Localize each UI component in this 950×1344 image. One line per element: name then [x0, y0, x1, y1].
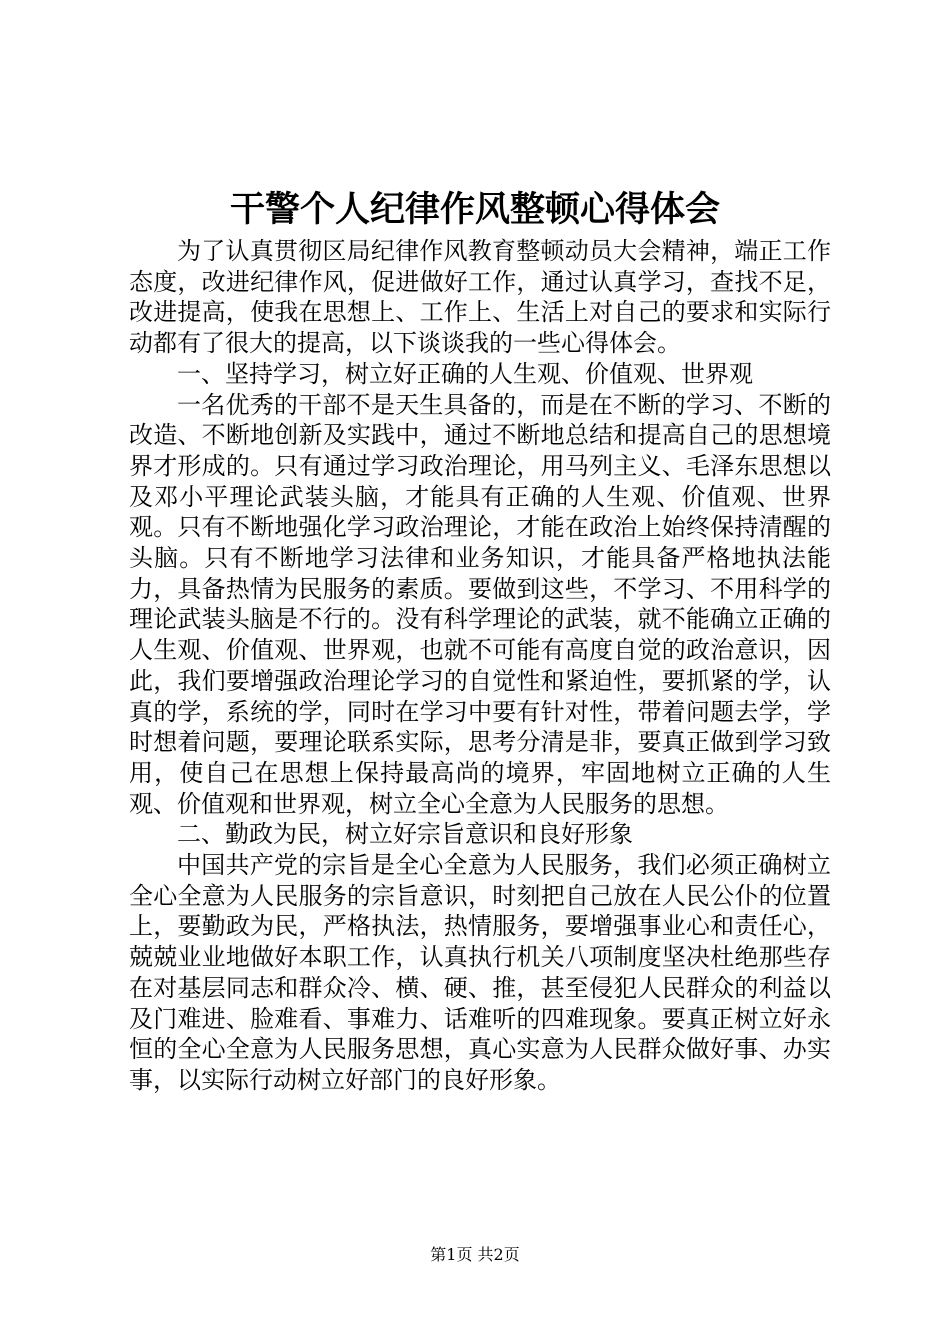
section-heading-1: 一、坚持学习，树立好正确的人生观、价值观、世界观 — [177, 359, 753, 388]
page-number-footer: 第1页 共2页 — [430, 1245, 520, 1264]
document-body — [129, 236, 831, 1096]
section-heading-2: 二、勤政为民，树立好宗旨意识和良好形象 — [177, 820, 633, 849]
paragraph-intro: 为了认真贯彻区局纪律作风教育整顿动员大会精神，端正工作态度，改进纪律作风，促进做好工作，通过认真学习，查找不足，改进提高，使我在思想上、工作上、生活上对自己的要求和实际行动都有了很大的提高，以下谈谈我的一些心得体会。 — [129, 237, 831, 358]
document-title: 干警个人纪律作风整顿心得体会 — [229, 189, 720, 230]
paragraph-section-1: 一名优秀的干部不是天生具备的，而是在不断的学习、不断的改造、不断地创新及实践中，通过不断地总结和提高自己的思想境界才形成的。只有通过学习政治理论，用马列主义、毛泽东思想以及邓小平理论武装头脑，才能具有正确的人生观、价值观、世界观。只有不断地强化学习政治理论，才能在政治上始终保持清醒的头脑。只有不断地学习法律和业务知识，才能具备严格地执法能力，具备热情为民服务的素质。要做到这些，不学习、不用科学的理论武装头脑是不行的。没有科学理论的武装，就不能确立正确的人生观、价值观、世界观，也就不可能有高度自觉的政治意识，因此，我们要增强政治理论学习的自觉性和紧迫性，要抓紧的学，认真的学，系统的学，同时在学习中要有针对性，带着问题去学，学时想着问题，要理论联系实际，思考分清是非，要真正做到学习致用，使自己在思想上保持最高尚的境界，牢固地树立正确的人生观、价值观和世界观，树立全心全意为人民服务的思想。 — [129, 390, 831, 818]
paragraph-section-2: 中国共产党的宗旨是全心全意为人民服务，我们必须正确树立全心全意为人民服务的宗旨意识，时刻把自己放在人民公仆的位置上，要勤政为民，严格执法，热情服务，要增强事业心和责任心，兢兢业业地做好本职工作，认真执行机关八项制度坚决杜绝那些存在对基层同志和群众冷、横、硬、推，甚至侵犯人民群众的利益以及门难进、脸难看、事难力、话难听的四难现象。要真正树立好永恒的全心全意为人民服务思想，真心实意为人民群众做好事、办实事，以实际行动树立好部门的良好形象。 — [129, 851, 831, 1094]
